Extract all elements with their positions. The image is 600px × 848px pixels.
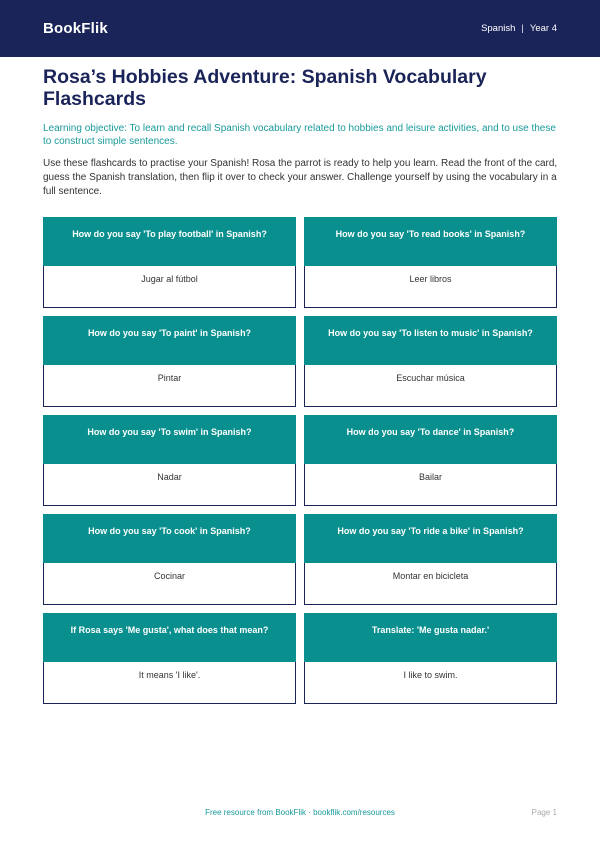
flashcard-back: Cocinar	[43, 563, 296, 605]
flashcard[interactable]	[304, 217, 557, 308]
intro-text: Use these flashcards to practise your Spanish! Rosa the parrot is ready to help you learn. Read the front of the card, guess the Spanish translation, then flip it over to check your answer. Challenge yourself by using the vocabulary in a full sentence.	[43, 158, 558, 197]
flashcard-front: How do you say 'To paint' in Spanish?	[43, 316, 296, 365]
flashcard[interactable]	[304, 415, 557, 506]
header-bar	[0, 0, 600, 57]
year-label: Year 4	[529, 23, 557, 34]
header-meta	[481, 23, 557, 34]
flashcard-back: Nadar	[43, 464, 296, 506]
flashcard[interactable]	[43, 316, 296, 407]
meta-separator: |	[521, 23, 524, 34]
flashcard[interactable]	[43, 217, 296, 308]
flashcard-front: How do you say 'To play football' in Spanish?	[43, 217, 296, 266]
flashcard-front: Translate: 'Me gusta nadar.'	[304, 613, 557, 662]
flashcard[interactable]	[43, 613, 296, 704]
flashcard[interactable]	[43, 415, 296, 506]
flashcard-back: Jugar al fútbol	[43, 266, 296, 308]
flashcard[interactable]	[43, 514, 296, 605]
flashcard-front: How do you say 'To swim' in Spanish?	[43, 415, 296, 464]
flashcard-grid	[43, 217, 557, 704]
subject-label: Spanish	[481, 23, 516, 34]
flashcard-front: How do you say 'To ride a bike' in Spanish?	[304, 514, 557, 563]
flashcard-front: How do you say 'To read books' in Spanish?	[304, 217, 557, 266]
flashcard-front: How do you say 'To dance' in Spanish?	[304, 415, 557, 464]
flashcard-back: Pintar	[43, 365, 296, 407]
page-footer	[0, 808, 600, 820]
page-title: Rosa’s Hobbies Adventure: Spanish Vocabulary Flashcards	[43, 66, 487, 110]
flashcard-back: Escuchar música	[304, 365, 557, 407]
flashcard-front: How do you say 'To cook' in Spanish?	[43, 514, 296, 563]
flashcard-back: Leer libros	[304, 266, 557, 308]
footer-link[interactable]: Free resource from BookFlik · bookflik.com/resources	[205, 808, 395, 817]
flashcard-back: It means 'I like'.	[43, 662, 296, 704]
page-number: Page 1	[531, 808, 557, 817]
flashcard[interactable]	[304, 613, 557, 704]
brand-logo[interactable]: BookFlik	[43, 20, 108, 37]
flashcard-front: How do you say 'To listen to music' in Spanish?	[304, 316, 557, 365]
flashcard-back: Bailar	[304, 464, 557, 506]
flashcard-front: If Rosa says 'Me gusta', what does that mean?	[43, 613, 296, 662]
flashcard-back: Montar en bicicleta	[304, 563, 557, 605]
flashcard[interactable]	[304, 514, 557, 605]
flashcard[interactable]	[304, 316, 557, 407]
flashcard-back: I like to swim.	[304, 662, 557, 704]
learning-objective: Learning objective: To learn and recall Spanish vocabulary related to hobbies and leisure activities, and to use these to construct simple sentences.	[43, 123, 556, 147]
